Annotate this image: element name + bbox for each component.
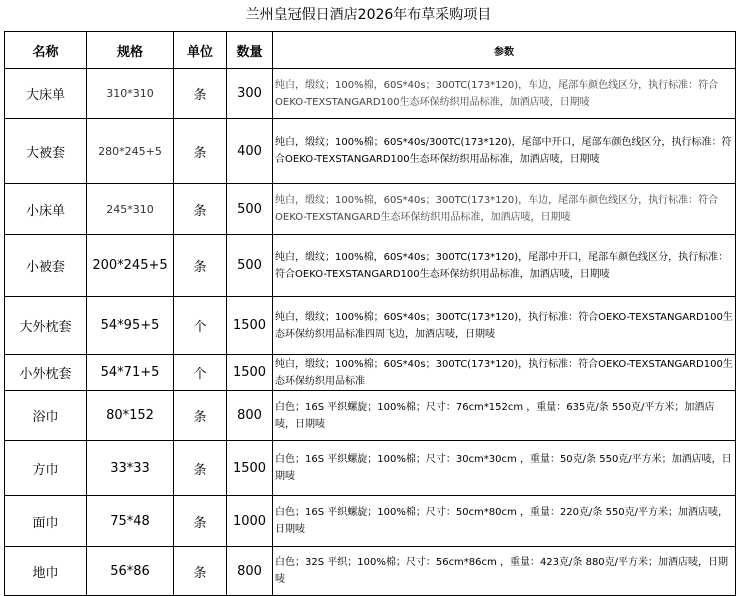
cell-params: 纯白，缎纹；100%棉，60S*40s；300TC(173*120)，尾部中开口，尾部车颜色线区分，执行标准：符合OEKO-TEXSTANGARD100生态环保纺织用品标准，加酒店唛，日期唛: [273, 235, 736, 297]
table-row: [5, 69, 736, 119]
cell-name: 大床单: [5, 69, 87, 119]
cell-unit: 条: [174, 496, 227, 547]
cell-name: 小外枕套: [5, 355, 87, 391]
cell-spec: 33*33: [87, 441, 174, 496]
cell-name: 小床单: [5, 184, 87, 235]
cell-params: 纯白，缎纹；100%棉；60S*40s；300TC(173*120)，执行标准：符合OEKO-TEXSTANGARD100生态环保纺织用品标准四周飞边，加酒店唛，日期唛: [273, 297, 736, 355]
header-qty: 数量: [227, 32, 273, 69]
cell-qty: 1500: [227, 297, 273, 355]
cell-qty: 1000: [227, 496, 273, 547]
cell-params: 白色；16S 平织螺旋；100%棉；尺寸：76cm*152cm ，重量：635克/条 550克/平方米；加酒店唛，日期唛: [273, 391, 736, 441]
cell-unit: 条: [174, 184, 227, 235]
table-row: [5, 391, 736, 441]
cell-name: 小被套: [5, 235, 87, 297]
cell-spec: 280*245+5: [87, 119, 174, 184]
cell-spec: 80*152: [87, 391, 174, 441]
cell-name: 地巾: [5, 547, 87, 596]
cell-spec: 54*95+5: [87, 297, 174, 355]
cell-params: 纯白，缎纹；100%棉，60S*40s；300TC(173*120)，车边，尾部车颜色线区分，执行标准：符合OEKO-TEXSTANGARD生态环保纺织用品标准，加酒店唛，日期唛: [273, 184, 736, 235]
table-row: [5, 119, 736, 184]
table-row: [5, 496, 736, 547]
table-row: [5, 441, 736, 496]
cell-name: 大被套: [5, 119, 87, 184]
cell-qty: 300: [227, 69, 273, 119]
procurement-table: [4, 31, 736, 596]
cell-params: 白色；16S 平织螺旋；100%棉；尺寸：50cm*80cm ，重量：220克/条 550克/平方米；加酒店唛，日期唛: [273, 496, 736, 547]
cell-params: 纯白，缎纹；100%棉；60S*40s/300TC(173*120)，尾部中开口，尾部车颜色线区分，执行标准：符合OEKO-TEXSTANGARD100生态环保纺织用品标准，加酒店唛，日期唛: [273, 119, 736, 184]
cell-spec: 75*48: [87, 496, 174, 547]
cell-qty: 800: [227, 547, 273, 596]
cell-unit: 条: [174, 441, 227, 496]
document-title: 兰州皇冠假日酒店2026年布草采购项目: [245, 7, 492, 23]
cell-qty: 1500: [227, 355, 273, 391]
cell-name: 浴巾: [5, 391, 87, 441]
cell-name: 方巾: [5, 441, 87, 496]
cell-name: 面巾: [5, 496, 87, 547]
cell-unit: 条: [174, 391, 227, 441]
table-header-row: [5, 32, 736, 69]
cell-spec: 245*310: [87, 184, 174, 235]
cell-qty: 1500: [227, 441, 273, 496]
header-params: 参数: [273, 32, 736, 69]
cell-unit: 条: [174, 119, 227, 184]
table-row: [5, 355, 736, 391]
header-unit: 单位: [174, 32, 227, 69]
cell-unit: 条: [174, 235, 227, 297]
cell-params: 纯白，缎纹；100%棉；60S*40s；300TC(173*120)，执行标准：符合OEKO-TEXSTANGARD100生态环保纺织用品标准: [273, 355, 736, 391]
cell-spec: 54*71+5: [87, 355, 174, 391]
cell-qty: 500: [227, 235, 273, 297]
cell-spec: 56*86: [87, 547, 174, 596]
cell-name: 大外枕套: [5, 297, 87, 355]
cell-qty: 500: [227, 184, 273, 235]
cell-spec: 200*245+5: [87, 235, 174, 297]
cell-params: 白色；16S 平织螺旋；100%棉；尺寸：30cm*30cm ，重量：50克/条 550克/平方米；加酒店唛，日期唛: [273, 441, 736, 496]
table-row: [5, 297, 736, 355]
cell-params: 纯白，缎纹；100%棉，60S*40s；300TC(173*120)，车边，尾部车颜色线区分，执行标准：符合OEKO-TEXSTANGARD100生态环保纺织用品标准，加酒店唛，日期唛: [273, 69, 736, 119]
cell-params: 白色；32S 平织；100%棉；尺寸：56cm*86cm ，重量：423克/条 880克/平方米；加酒店唛，日期唛: [273, 547, 736, 596]
header-name: 名称: [5, 32, 87, 69]
header-spec: 规格: [87, 32, 174, 69]
table-row: [5, 184, 736, 235]
cell-unit: 条: [174, 69, 227, 119]
cell-qty: 800: [227, 391, 273, 441]
cell-unit: 个: [174, 297, 227, 355]
cell-unit: 条: [174, 547, 227, 596]
cell-qty: 400: [227, 119, 273, 184]
table-row: [5, 547, 736, 596]
cell-unit: 个: [174, 355, 227, 391]
cell-spec: 310*310: [87, 69, 174, 119]
table-row: [5, 235, 736, 297]
